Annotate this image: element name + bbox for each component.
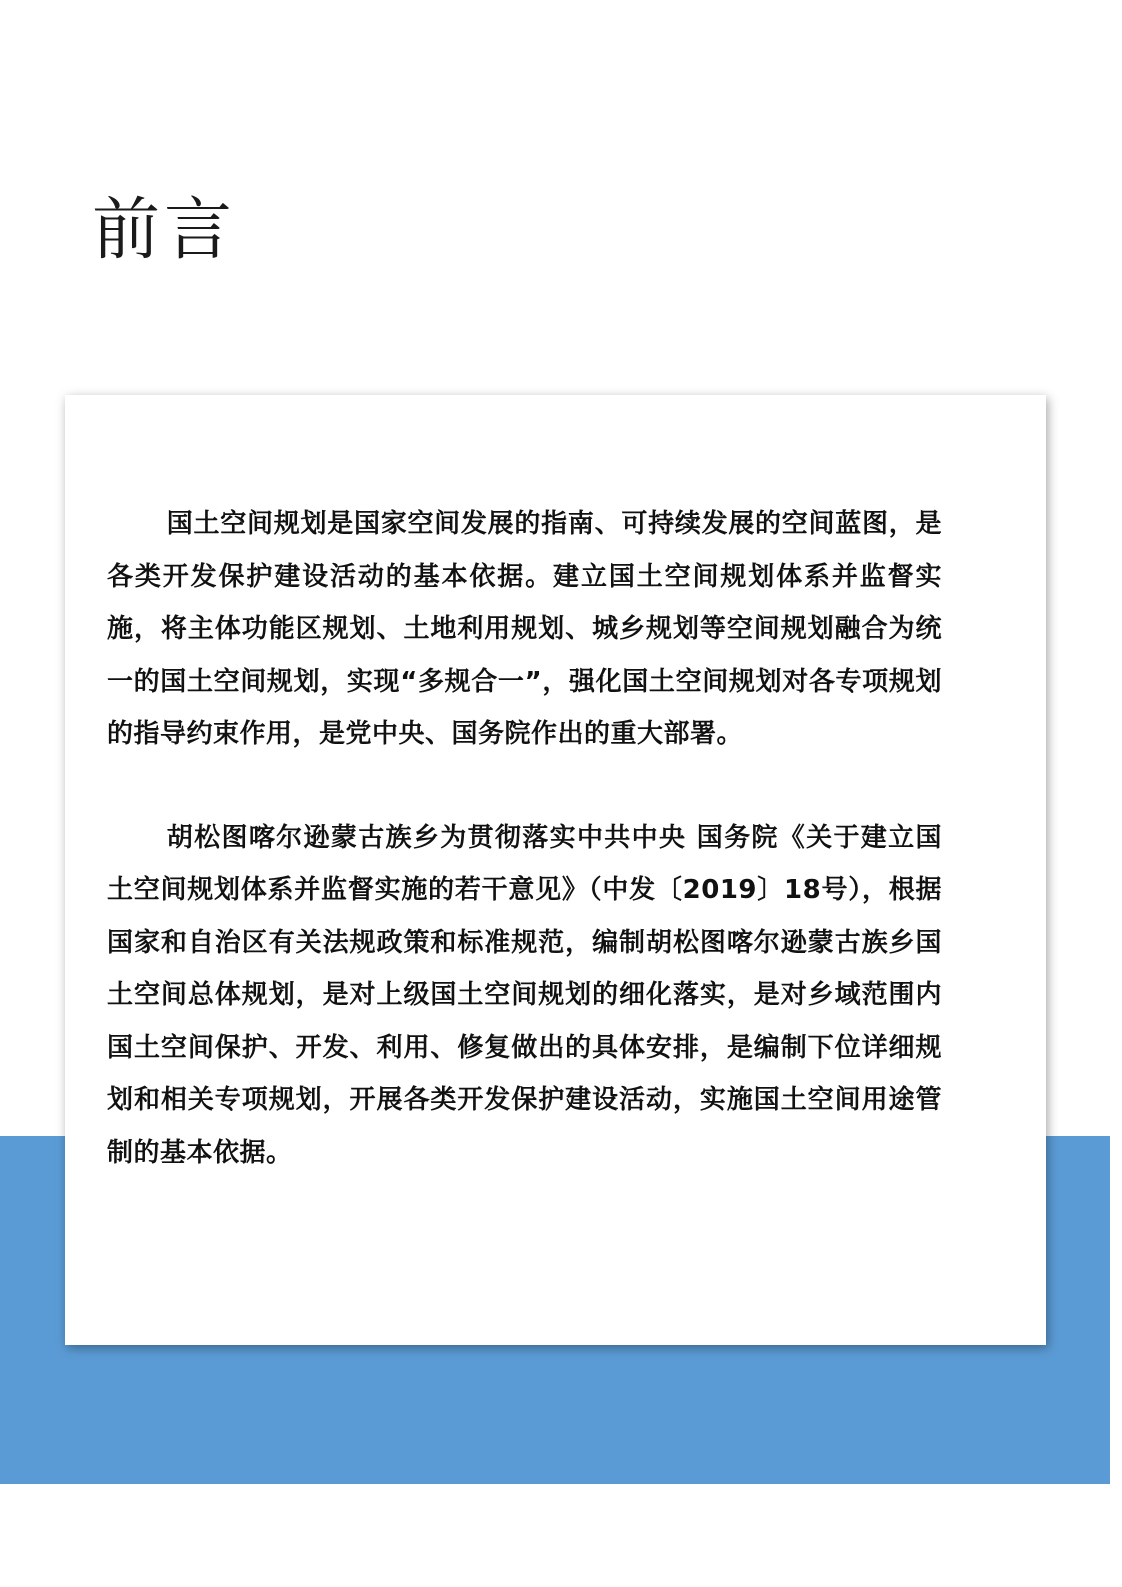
page-title: 前言 — [92, 191, 237, 270]
paragraph-2: 胡松图喀尔逊蒙古族乡为贯彻落实中共中央 国务院《关于建立国土空间规划体系并监督实施的若干意见》（中发〔2019〕18号），根据国家和自治区有关法规政策和标准规范，编制胡松图喀尔逊蒙古族乡国土空间总体规划，是对上级国土空间规划的细化落实，是对乡域范围内国土空间保护、开发、利用、修复做出的具体安排，是编制下位详细规划和相关专项规划，开展各类开发保护建设活动，实施国土空间用途管制的基本依据。 — [107, 822, 942, 1168]
content-card — [65, 395, 1046, 1345]
paragraph-1: 国土空间规划是国家空间发展的指南、可持续发展的空间蓝图，是各类开发保护建设活动的基本依据。建立国土空间规划体系并监督实施，将主体功能区规划、土地利用规划、城乡规划等空间规划融合为统一的国土空间规划，实现“多规合一”，强化国土空间规划对各专项规划的指导约束作用，是党中央、国务院作出的重大部署。 — [107, 509, 942, 749]
